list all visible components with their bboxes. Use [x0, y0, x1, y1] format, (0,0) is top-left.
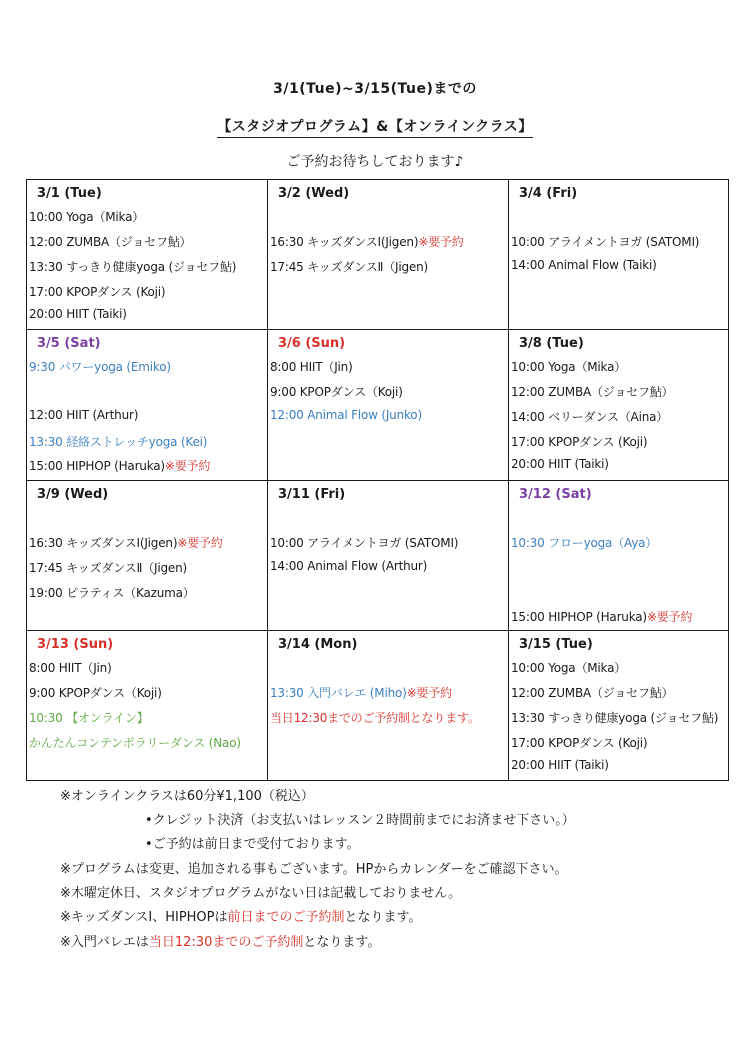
class-entry — [511, 758, 609, 772]
class-entry-text: 8:00 HIIT（Jin) — [270, 360, 353, 375]
class-entry — [270, 258, 428, 275]
reservation-required-badge: ※要予約 — [177, 535, 223, 550]
class-entry-text: 9:00 KPOPダンス（Koji) — [29, 685, 162, 700]
class-entry-text: 当日12:30までのご予約制となります。 — [270, 710, 480, 725]
day-cell — [268, 480, 509, 630]
class-entry-text: 14:00 ベリーダンス（Aina） — [511, 410, 669, 425]
class-entry — [511, 659, 626, 676]
class-entry — [270, 709, 480, 726]
class-entry — [29, 559, 187, 576]
class-entry — [29, 734, 241, 751]
day-date: 3/9 (Wed) — [37, 486, 109, 502]
day-cell — [27, 480, 268, 630]
schedule-row — [27, 180, 729, 330]
page-subtitle: 【スタジオプログラム】&【オンラインクラス】 — [217, 119, 533, 138]
class-entry-text: 17:00 KPOPダンス (Koji) — [29, 285, 166, 299]
class-entry — [511, 608, 692, 625]
class-entry — [29, 534, 223, 551]
class-entry-text: 12:00 ZUMBA（ジョセフ鮎） — [511, 685, 674, 700]
class-entry — [270, 358, 353, 375]
note-closed-days: ※木曜定休日、スタジオプログラムがない日は記載しておりません。 — [60, 886, 462, 901]
day-date: 3/4 (Fri) — [519, 186, 578, 201]
class-entry — [511, 383, 673, 400]
class-entry — [270, 684, 452, 701]
class-entry-text: 13:30 すっきり健康yoga (ジョセフ鮎) — [29, 260, 237, 274]
class-entry-text: 13:30 入門バレエ (Miho) — [270, 685, 407, 700]
day-cell — [27, 330, 268, 480]
reservation-required-badge: ※要予約 — [164, 459, 211, 474]
class-entry-text: 17:45 キッズダンスⅡ（Jigen) — [29, 560, 187, 575]
class-entry — [29, 457, 210, 474]
class-entry-text: 10:30 【オンライン】 — [29, 710, 149, 725]
note-program-change: ※プログラムは変更、追加される事もございます。HPからカレンダーをご確認下さい。 — [60, 862, 568, 877]
class-entry — [511, 457, 609, 471]
class-entry-text: 12:00 ZUMBA（ジョセフ鮎） — [511, 385, 674, 400]
day-cell — [268, 180, 509, 330]
schedule-table — [26, 179, 729, 781]
class-entry — [270, 233, 464, 250]
class-entry — [270, 383, 403, 400]
class-entry-text: 17:00 KPOPダンス (Koji) — [511, 435, 648, 450]
class-entry-text: 9:00 KPOPダンス（Koji) — [270, 385, 403, 400]
class-entry — [29, 433, 207, 450]
class-entry-text: 17:45 キッズダンスⅡ（Jigen) — [270, 260, 428, 274]
class-entry-text: 15:00 HIPHOP (Haruka) — [29, 459, 165, 474]
day-cell — [509, 630, 729, 780]
class-entry-text: 13:30 経絡ストレッチyoga (Kei) — [29, 435, 208, 450]
note-kids-reservation — [60, 906, 422, 925]
day-cell — [509, 330, 729, 480]
day-date: 3/13 (Sun) — [37, 636, 114, 652]
note-kids-prefix: ※キッズダンスⅠ、HIPHOPは — [60, 910, 228, 925]
class-entry — [29, 208, 144, 225]
note-reservation-deadline: •ご予約は前日まで受付ております。 — [145, 837, 360, 852]
reservation-required-badge: ※要予約 — [418, 235, 464, 249]
class-entry-text: 20:00 HIIT (Taiki) — [511, 757, 609, 772]
schedule-row — [27, 330, 729, 480]
class-entry-text: 20:00 HIIT (Taiki) — [29, 307, 127, 321]
class-entry — [511, 709, 718, 726]
day-date: 3/5 (Sat) — [37, 336, 101, 352]
class-entry — [511, 734, 647, 751]
note-credit-payment: •クレジット決済（お支払いはレッスン２時間前までにお済ませ下さい。） — [145, 813, 575, 828]
class-entry-text: 20:00 HIIT (Taiki) — [511, 457, 609, 472]
class-entry-text: 16:30 キッズダンスⅠ(Jigen) — [29, 535, 178, 550]
class-entry-text: 16:30 キッズダンスⅠ(Jigen) — [270, 235, 419, 249]
day-cell — [268, 330, 509, 480]
class-entry — [511, 408, 668, 425]
day-cell — [268, 630, 509, 780]
day-cell — [509, 180, 729, 330]
class-entry-text: 10:00 アライメントヨガ (SATOMI) — [511, 235, 700, 249]
reservation-required-badge: ※要予約 — [406, 685, 452, 700]
class-entry-text: 14:00 Animal Flow (Taiki) — [511, 258, 657, 272]
class-entry-text: 12:00 HIIT (Arthur) — [29, 408, 139, 423]
class-entry-text: 10:00 Yoga（Mika） — [511, 660, 627, 675]
schedule-row — [27, 480, 729, 630]
class-entry-text: 10:00 Yoga（Mika） — [511, 360, 627, 375]
class-entry — [29, 684, 162, 701]
class-entry — [511, 433, 647, 450]
class-entry — [29, 307, 127, 321]
day-date: 3/1 (Tue) — [37, 186, 102, 201]
note-kids-suffix: となります。 — [344, 910, 422, 925]
reservation-required-badge: ※要予約 — [646, 609, 693, 624]
day-cell — [509, 480, 729, 630]
class-entry-text: 10:30 フローyoga（Aya） — [511, 535, 658, 550]
day-cell — [27, 180, 268, 330]
class-entry-text: 15:00 HIPHOP (Haruka) — [511, 609, 647, 624]
note-ballet-prefix: ※入門バレエは — [60, 935, 149, 950]
note-ballet-suffix: となります。 — [303, 935, 381, 950]
note-ballet-reservation — [60, 931, 380, 950]
class-entry — [511, 233, 699, 250]
note-kids-highlight: 前日までのご予約制 — [227, 910, 345, 925]
class-entry-text: 10:00 Yoga（Mika） — [29, 210, 145, 224]
class-entry — [270, 408, 422, 422]
class-entry — [29, 283, 165, 300]
class-entry-text: 13:30 すっきり健康yoga (ジョセフ鮎) — [511, 710, 719, 725]
class-entry-text: かんたんコンテンポラリーダンス (Nao) — [29, 735, 241, 750]
class-entry — [511, 358, 626, 375]
class-entry — [29, 659, 112, 676]
class-entry-text: 19:00 ピラティス（Kazuma） — [29, 585, 195, 600]
class-entry — [270, 534, 458, 551]
note-ballet-highlight: 当日12:30までのご予約制 — [148, 935, 304, 950]
day-date: 3/14 (Mon) — [278, 636, 358, 652]
class-entry — [29, 258, 236, 275]
class-entry-text: 9:30 パワーyoga (Emiko) — [29, 360, 171, 375]
class-entry-text: 12:00 ZUMBA（ジョセフ鮎） — [29, 235, 192, 249]
class-entry — [29, 709, 148, 726]
schedule-row — [27, 630, 729, 780]
note-online-price: ※オンラインクラスは60分¥1,100（税込） — [60, 789, 314, 804]
day-date: 3/6 (Sun) — [278, 336, 346, 352]
class-entry — [29, 358, 171, 375]
day-date: 3/8 (Tue) — [519, 336, 584, 352]
class-entry — [511, 684, 673, 701]
class-entry — [511, 258, 657, 272]
day-date: 3/15 (Tue) — [519, 636, 593, 652]
day-date: 3/2 (Wed) — [278, 186, 350, 201]
class-entry — [511, 534, 657, 551]
class-entry-text: 12:00 Animal Flow (Junko) — [270, 408, 422, 423]
class-entry — [29, 233, 191, 250]
day-date: 3/12 (Sat) — [519, 486, 592, 502]
tagline: ご予約お待ちしております♪ — [286, 154, 464, 170]
class-entry-text: 14:00 Animal Flow (Arthur) — [270, 558, 428, 573]
class-entry — [29, 408, 138, 422]
day-cell — [27, 630, 268, 780]
day-date: 3/11 (Fri) — [278, 486, 346, 502]
class-entry-text: 10:00 アライメントヨガ (SATOMI) — [270, 535, 459, 550]
page-title: 3/1(Tue)~3/15(Tue)までの — [273, 81, 477, 97]
class-entry — [29, 584, 195, 601]
class-entry-text: 8:00 HIIT（Jin) — [29, 660, 112, 675]
class-entry — [270, 559, 427, 573]
class-entry-text: 17:00 KPOPダンス (Koji) — [511, 735, 648, 750]
